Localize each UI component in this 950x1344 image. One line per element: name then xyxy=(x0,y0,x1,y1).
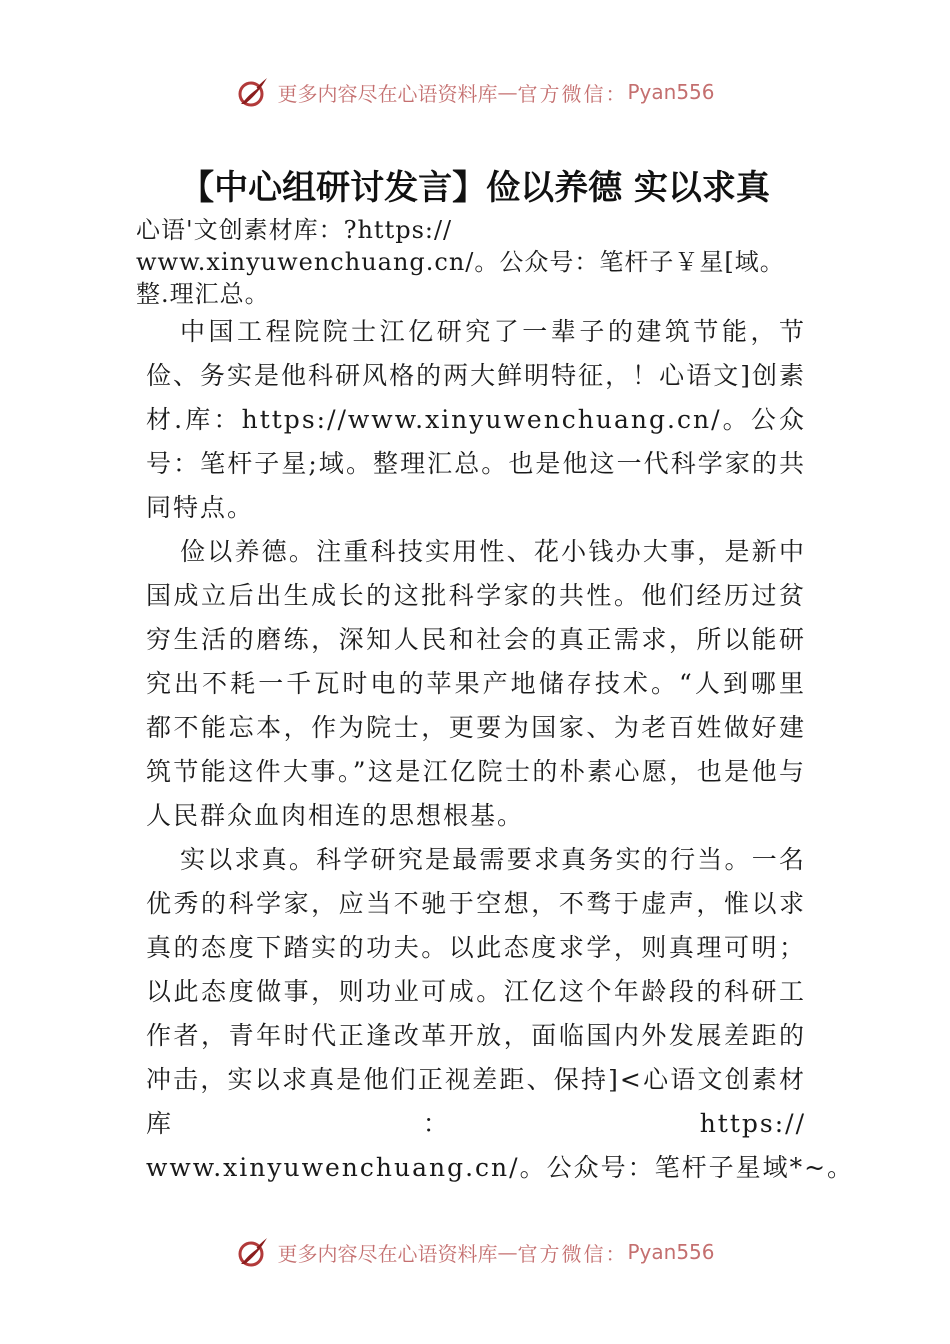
banner-wechat-id: Pyan556 xyxy=(627,1240,715,1264)
paragraph-tail: www.xinyuwenchuang.cn/。公众号：笔杆子星域*~。 xyxy=(146,1153,855,1182)
banner-wechat-id: Pyan556 xyxy=(627,80,715,104)
quill-logo-icon xyxy=(235,1234,271,1270)
banner-dash: — xyxy=(497,1240,518,1264)
paragraph: 中国工程院院士江亿研究了一辈子的建筑节能，节俭、务实是他科研风格的两大鲜明特征，！心语文]创素材.库：https://www.xinyuwenchuang.cn/。公众号：笔杆子星;域。整理汇总。也是他这一代科学家的共同特点。 xyxy=(146,317,806,522)
header-banner xyxy=(0,72,950,112)
banner-dash: — xyxy=(497,80,518,104)
paragraph: 俭以养德。注重科技实用性、花小钱办大事，是新中国成立后出生成长的这批科学家的共性。他们经历过贫穷生活的磨练，深知人民和社会的真正需求，所以能研究出不耗一千瓦时电的苹果产地储存技术。“人到哪里都不能忘本，作为院士，更要为国家、为老百姓做好建筑节能这件大事。”这是江亿院士的朴素心愿，也是他与人民群众血肉相连的思想根基。 xyxy=(146,537,806,830)
document-title: 【中心组研讨发言】俭以养德 实以求真 xyxy=(180,168,770,208)
meta-line: www.xinyuwenchuang.cn/。公众号：笔杆子￥星[域。 xyxy=(136,248,785,276)
source-meta xyxy=(136,214,816,310)
banner-site-text: 更多内容尽在心语资料库 xyxy=(277,1241,498,1266)
meta-line: 心语'文创素材库：?https:// xyxy=(136,216,453,244)
paragraph: 实以求真。科学研究是最需要求真务实的行当。一名优秀的科学家，应当不驰于空想，不骛于虚声，惟以求真的态度下踏实的功夫。以此态度求学，则真理可明；以此态度做事，则功业可成。江亿这个年龄段的科研工作者，青年时代正逢改革开放，面临国内外发展差距的冲击，实以求真是他们正视差距、保持]<心语文创素材库：https:// xyxy=(146,845,806,1138)
banner-wechat-label: 官方微信： xyxy=(517,1241,628,1266)
footer-banner xyxy=(0,1232,950,1272)
meta-line: 整.理汇总。 xyxy=(136,280,270,308)
quill-logo-icon xyxy=(235,74,271,110)
document-body xyxy=(146,310,855,1190)
banner-site-text: 更多内容尽在心语资料库 xyxy=(277,81,498,106)
banner-wechat-label: 官方微信： xyxy=(517,81,628,106)
